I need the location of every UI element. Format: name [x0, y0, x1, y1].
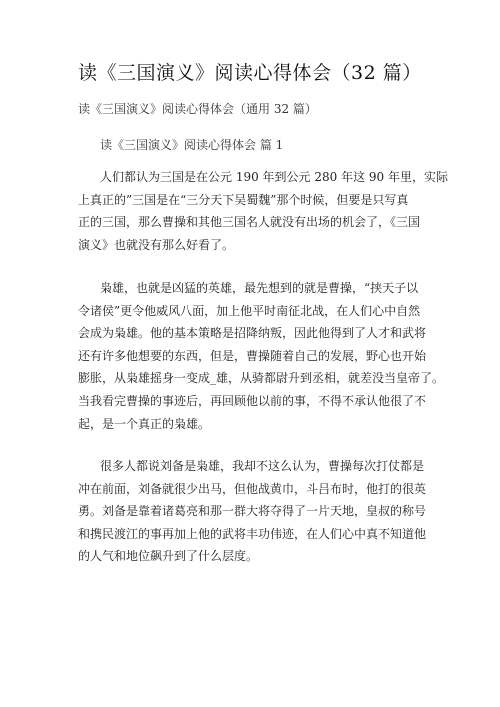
paragraph-line: 枭雄，也就是凶猛的英雄，最先想到的就是曹操，“挟天子以 — [100, 281, 419, 295]
paragraph-line: 人们都认为三国是在公元 190 年到公元 280 年这 90 年里，实际 — [100, 170, 448, 184]
paragraph-line: 令诸侯”更令他威风八面，加上他平时南征北战，在人们心中自然 — [78, 303, 421, 318]
document-subtitle: 读《三国演义》阅读心得体会（通用 32 篇） — [78, 102, 317, 116]
paragraph-line: 冲在前面，刘备就很少出马，但他战黄巾，斗吕布时，他打的很英 — [78, 481, 427, 496]
paragraph-line: 的人气和地位飙升到了什么层度。 — [78, 549, 259, 564]
paragraph-line: 正的三国，那么曹操和其他三国名人就没有出场的机会了，《三国 — [78, 215, 421, 230]
paragraph — [78, 166, 448, 256]
paragraph-line: 膨胀，从枭雄摇身一变成_雄，从骑都尉升到丞相，就差没当皇帝了。 — [78, 371, 445, 386]
paragraph-line: 勇。刘备是靠着诸葛亮和那一群大将夺得了一片天地，皇叔的称号 — [78, 504, 427, 519]
section-heading: 读《三国演义》阅读心得体会 篇 1 — [100, 138, 284, 152]
paragraph — [78, 277, 445, 435]
paragraph-line: 会成为枭雄。他的基本策略是招降纳叛，因此他得到了人才和武将 — [78, 326, 427, 341]
paragraph-line: 和携民渡江的事再加上他的武将丰功伟迹，在人们心中真不知道他 — [78, 526, 427, 541]
paragraph-line: 很多人都说刘备是枭雄，我却不这么认为，曹操每次打仗都是 — [100, 459, 425, 473]
document-title: 读《三国演义》阅读心得体会（32 篇） — [78, 62, 422, 84]
paragraph-line: 还有许多他想要的东西，但是，曹操随着自己的发展，野心也开始 — [78, 348, 427, 363]
paragraph-line: 演义》也就没有那么好看了。 — [78, 237, 235, 252]
paragraph-line: 上真正的”三国是在“三分天下吴蜀魏”那个时候，但要是只写真 — [78, 192, 409, 207]
paragraph — [78, 455, 427, 568]
paragraph-line: 起，是一个真正的枭雄。 — [78, 416, 211, 431]
paragraph-line: 当我看完曹操的事迹后，再回顾他以前的事，不得不承认他很了不 — [78, 393, 427, 408]
